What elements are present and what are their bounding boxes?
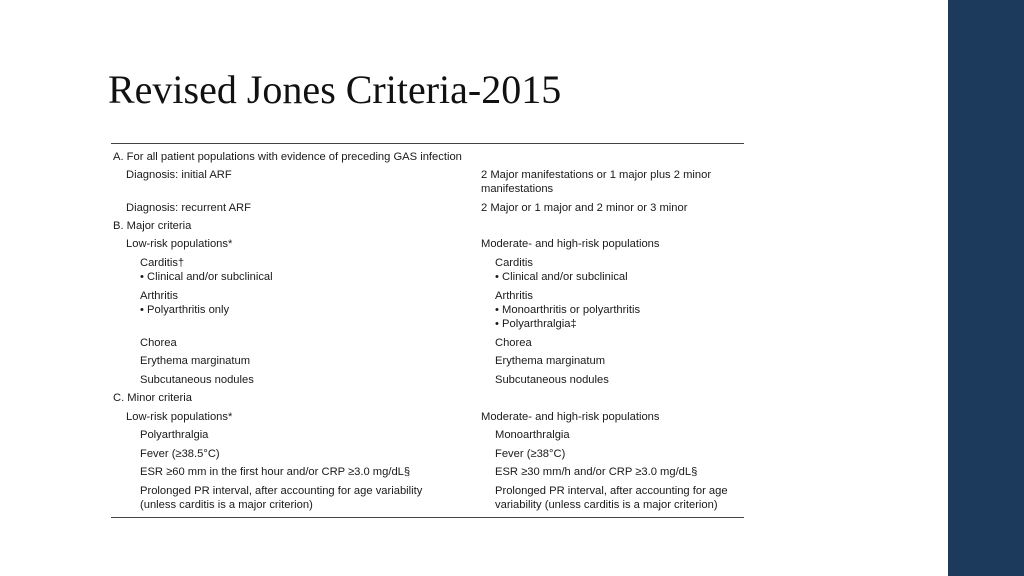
major-high-arthritis-detail-1: • Monoarthritis or polyarthritis <box>495 304 641 316</box>
major-low-arthritis: Arthritis <box>140 290 178 302</box>
section-a-heading: A. For all patient populations with evidence of preceding GAS infection <box>113 151 462 163</box>
minor-low-joint: Polyarthralgia <box>140 429 209 441</box>
jones-criteria-table <box>111 143 744 518</box>
initial-arf-value-line2: manifestations <box>481 183 554 195</box>
major-low-carditis-detail: • Clinical and/or subclinical <box>140 271 273 283</box>
section-b-heading: B. Major criteria <box>113 220 192 232</box>
accent-sidebar <box>948 0 1024 576</box>
minor-high-fever: Fever (≥38°C) <box>495 448 566 460</box>
slide-title: Revised Jones Criteria-2015 <box>108 67 562 112</box>
minor-high-pr-line1: Prolonged PR interval, after accounting for age <box>495 485 728 497</box>
major-high-arthritis: Arthritis <box>495 290 533 302</box>
minor-low-fever: Fever (≥38.5°C) <box>140 448 220 460</box>
initial-arf-value-line1: 2 Major manifestations or 1 major plus 2 minor <box>481 169 712 181</box>
major-low-chorea: Chorea <box>140 337 177 349</box>
minor-high-esr: ESR ≥30 mm/h and/or CRP ≥3.0 mg/dL§ <box>495 466 698 478</box>
major-low-erythema: Erythema marginatum <box>140 355 251 367</box>
major-high-risk-header: Moderate- and high-risk populations <box>481 238 660 250</box>
initial-arf-label: Diagnosis: initial ARF <box>126 169 232 181</box>
minor-low-risk-header: Low-risk populations* <box>126 411 233 423</box>
minor-low-esr: ESR ≥60 mm in the first hour and/or CRP ≥3.0 mg/dL§ <box>140 466 411 478</box>
minor-low-pr-line1: Prolonged PR interval, after accounting for age variability <box>140 485 423 497</box>
section-c-heading: C. Minor criteria <box>113 392 192 404</box>
recurrent-arf-label: Diagnosis: recurrent ARF <box>126 202 251 214</box>
major-low-arthritis-detail: • Polyarthritis only <box>140 304 230 316</box>
major-high-carditis: Carditis <box>495 257 533 269</box>
minor-high-risk-header: Moderate- and high-risk populations <box>481 411 660 423</box>
major-low-risk-header: Low-risk populations* <box>126 238 233 250</box>
minor-high-joint: Monoarthralgia <box>495 429 570 441</box>
recurrent-arf-value: 2 Major or 1 major and 2 minor or 3 minor <box>481 202 688 214</box>
major-high-arthritis-detail-2: • Polyarthralgia‡ <box>495 318 577 330</box>
major-high-carditis-detail: • Clinical and/or subclinical <box>495 271 628 283</box>
major-high-nodules: Subcutaneous nodules <box>495 374 609 386</box>
major-high-erythema: Erythema marginatum <box>495 355 606 367</box>
major-low-carditis: Carditis† <box>140 257 185 269</box>
major-low-nodules: Subcutaneous nodules <box>140 374 254 386</box>
minor-low-pr-line2: (unless carditis is a major criterion) <box>140 499 313 511</box>
minor-high-pr-line2: variability (unless carditis is a major criterion) <box>495 499 718 511</box>
major-high-chorea: Chorea <box>495 337 532 349</box>
